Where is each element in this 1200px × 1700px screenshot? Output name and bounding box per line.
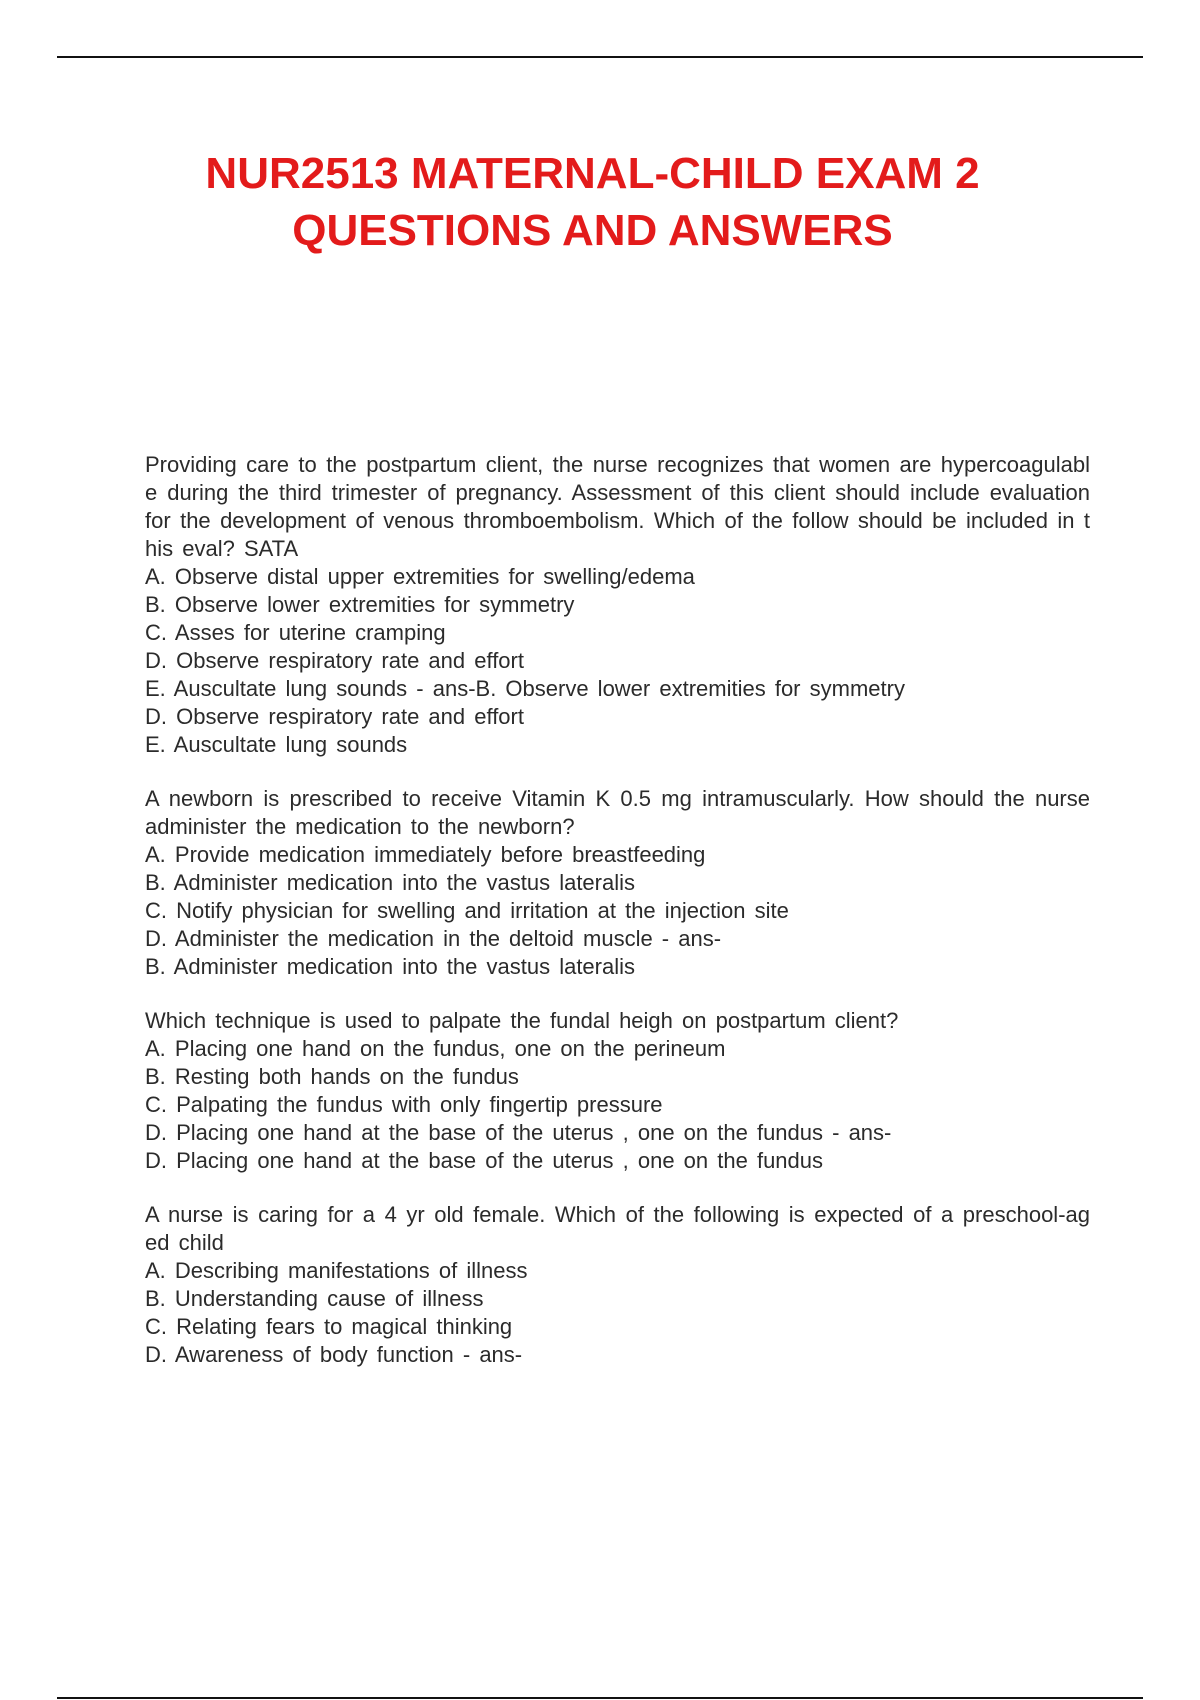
- question-3-line-4: D. Placing one hand at the base of the uterus , one on the fundus - ans-: [145, 1120, 892, 1145]
- question-3-line-2: B. Resting both hands on the fundus: [145, 1064, 519, 1089]
- question-1-line-2: B. Observe lower extremities for symmetry: [145, 592, 575, 617]
- question-1-line-7: E. Auscultate lung sounds: [145, 732, 408, 757]
- document-title: [0, 145, 1185, 259]
- question-1: [145, 451, 1090, 759]
- question-2: [145, 785, 1090, 981]
- question-2-line-4: D. Administer the medication in the deltoid muscle - ans-: [145, 926, 722, 951]
- question-2-line-2: B. Administer medication into the vastus lateralis: [145, 870, 636, 895]
- question-4: [145, 1201, 1090, 1369]
- question-3-text: Which technique is used to palpate the fundal heigh on postpartum client?: [145, 1008, 899, 1033]
- document-title-line-1: NUR2513 MATERNAL-CHILD EXAM 2: [205, 149, 980, 198]
- question-1-line-3: C. Asses for uterine cramping: [145, 620, 446, 645]
- question-2-line-3: C. Notify physician for swelling and irritation at the injection site: [145, 898, 789, 923]
- question-2-text: A newborn is prescribed to receive Vitamin K 0.5 mg intramuscularly. How should the nurse administer the medication to the newborn?: [145, 786, 1090, 839]
- question-2-line-1: A. Provide medication immediately before breastfeeding: [145, 842, 706, 867]
- question-1-line-6: D. Observe respiratory rate and effort: [145, 704, 524, 729]
- question-4-line-4: D. Awareness of body function - ans-: [145, 1342, 523, 1367]
- question-2-line-5: B. Administer medication into the vastus lateralis: [145, 954, 636, 979]
- question-4-line-1: A. Describing manifestations of illness: [145, 1258, 528, 1283]
- question-3-line-5: D. Placing one hand at the base of the uterus , one on the fundus: [145, 1148, 824, 1173]
- question-3-line-1: A. Placing one hand on the fundus, one on the perineum: [145, 1036, 726, 1061]
- question-4-line-2: B. Understanding cause of illness: [145, 1286, 484, 1311]
- question-1-line-4: D. Observe respiratory rate and effort: [145, 648, 524, 673]
- document-title-line-2: QUESTIONS AND ANSWERS: [292, 206, 893, 255]
- question-1-text: Providing care to the postpartum client, the nurse recognizes that women are hypercoagulable during the third trimester of pregnancy. Assessment of this client should include evaluation for the development of venous thromboembolism. Which of the follow should be included in this eval? SATA: [145, 452, 1090, 561]
- bottom-rule: [57, 1697, 1143, 1699]
- question-1-line-5: E. Auscultate lung sounds - ans-B. Observe lower extremities for symmetry: [145, 676, 905, 701]
- question-3: [145, 1007, 1090, 1175]
- question-1-line-1: A. Observe distal upper extremities for swelling/edema: [145, 564, 695, 589]
- questions-list: [145, 451, 1090, 1395]
- question-3-line-3: C. Palpating the fundus with only fingertip pressure: [145, 1092, 663, 1117]
- top-rule: [57, 56, 1143, 58]
- question-4-text: A nurse is caring for a 4 yr old female. Which of the following is expected of a preschool-aged child: [145, 1202, 1090, 1255]
- question-4-line-3: C. Relating fears to magical thinking: [145, 1314, 513, 1339]
